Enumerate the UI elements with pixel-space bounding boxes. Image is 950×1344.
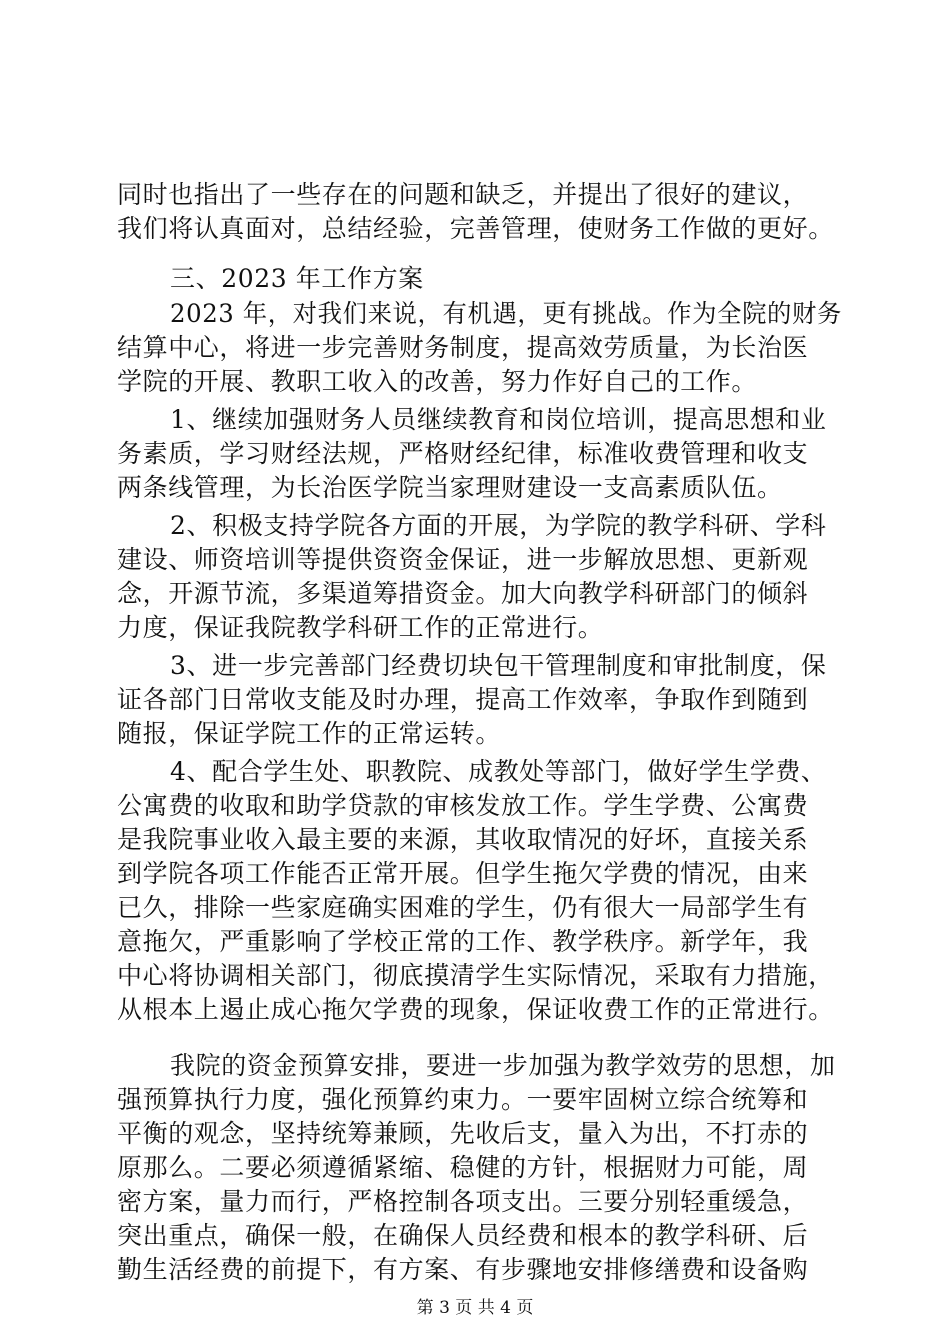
text-line: 已久，排除一些家庭确实困难的学生，仍有很大一局部学生有 — [117, 893, 809, 922]
page-number-footer: 第 3 页 共 4 页 — [416, 1298, 534, 1318]
text-line: 结算中心，将进一步完善财务制度，提高效劳质量，为长治医 — [117, 333, 809, 362]
text-line: 2023 年，对我们来说，有机遇，更有挑战。作为全院的财务 — [170, 299, 842, 328]
text-line: 两条线管理，为长治医学院当家理财建设一支高素质队伍。 — [117, 473, 783, 502]
text-line: 意拖欠，严重影响了学校正常的工作、教学秩序。新学年，我 — [117, 927, 809, 956]
text-line: 密方案，量力而行，严格控制各项支出。三要分别轻重缓急， — [117, 1187, 809, 1216]
text-line: 中心将协调相关部门，彻底摸清学生实际情况，采取有力措施， — [117, 961, 834, 990]
text-line: 是我院事业收入最主要的来源，其收取情况的好坏，直接关系 — [117, 825, 809, 854]
text-line: 学院的开展、教职工收入的改善，努力作好自己的工作。 — [117, 367, 758, 396]
text-line: 我们将认真面对，总结经验，完善管理，使财务工作做的更好。 — [117, 214, 834, 243]
text-line: 从根本上遏止成心拖欠学费的现象，保证收费工作的正常进行。 — [117, 995, 834, 1024]
text-line: 力度，保证我院教学科研工作的正常进行。 — [117, 613, 604, 642]
text-line: 证各部门日常收支能及时办理，提高工作效率，争取作到随到 — [117, 685, 809, 714]
text-line: 1、继续加强财务人员继续教育和岗位培训，提高思想和业 — [170, 405, 827, 434]
text-line: 强预算执行力度，强化预算约束力。一要牢固树立综合统筹和 — [117, 1085, 809, 1114]
section-heading: 三、2023 年工作方案 — [170, 264, 424, 293]
text-line: 3、进一步完善部门经费切块包干管理制度和审批制度，保 — [170, 651, 827, 680]
text-line: 随报，保证学院工作的正常运转。 — [117, 719, 502, 748]
text-line: 平衡的观念，坚持统筹兼顾，先收后支，量入为出，不打赤的 — [117, 1119, 809, 1148]
text-line: 2、积极支持学院各方面的开展，为学院的教学科研、学科 — [170, 511, 827, 540]
text-line: 原那么。二要必须遵循紧缩、稳健的方针，根据财力可能，周 — [117, 1153, 809, 1182]
text-line: 4、配合学生处、职教院、成教处等部门，做好学生学费、 — [170, 757, 827, 786]
text-line: 勤生活经费的前提下，有方案、有步骤地安排修缮费和设备购 — [117, 1255, 809, 1284]
text-line: 突出重点，确保一般，在确保人员经费和根本的教学科研、后 — [117, 1221, 809, 1250]
text-line: 公寓费的收取和助学贷款的审核发放工作。学生学费、公寓费 — [117, 791, 809, 820]
text-line: 我院的资金预算安排，要进一步加强为教学效劳的思想，加 — [170, 1051, 836, 1080]
text-line: 到学院各项工作能否正常开展。但学生拖欠学费的情况，由来 — [117, 859, 809, 888]
text-line: 建设、师资培训等提供资资金保证，进一步解放思想、更新观 — [117, 545, 809, 574]
text-line: 同时也指出了一些存在的问题和缺乏，并提出了很好的建议， — [117, 180, 809, 209]
text-line: 念，开源节流，多渠道筹措资金。加大向教学科研部门的倾斜 — [117, 579, 809, 608]
text-line: 务素质，学习财经法规，严格财经纪律，标准收费管理和收支 — [117, 439, 809, 468]
